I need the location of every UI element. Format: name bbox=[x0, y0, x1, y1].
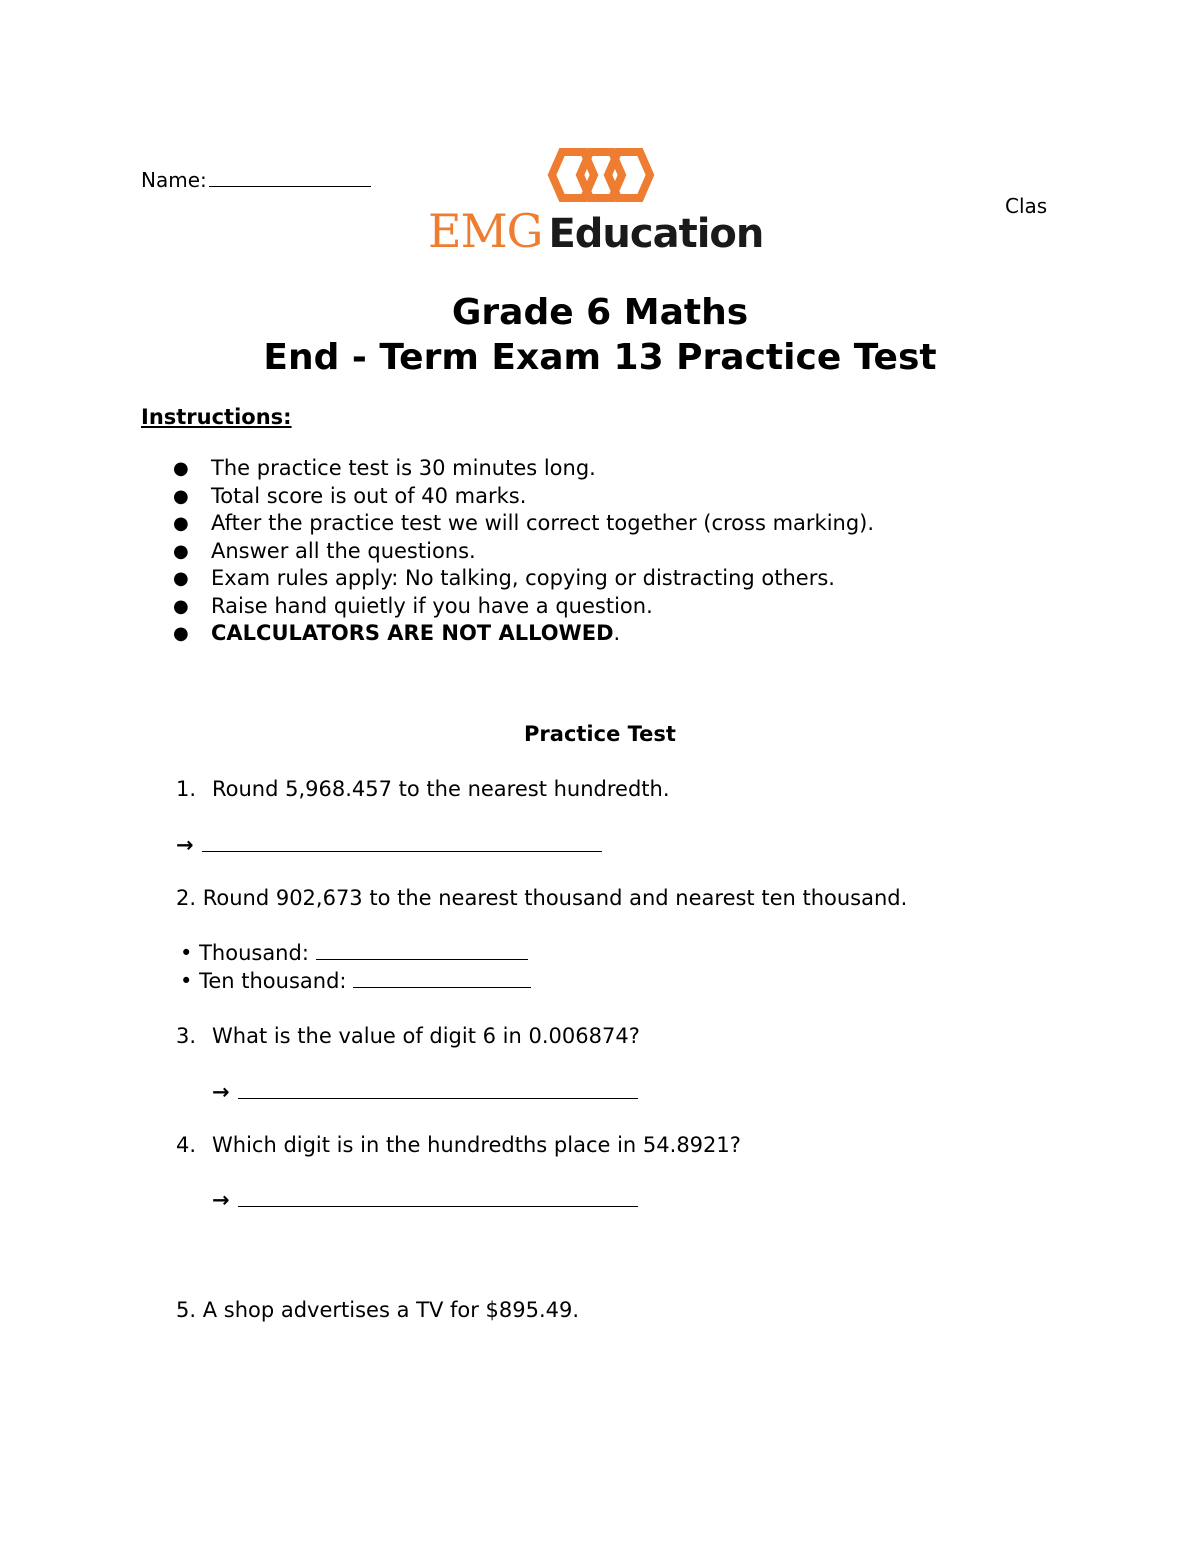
page-title: Grade 6 Maths bbox=[451, 292, 749, 333]
calculators-warning: CALCULATORS ARE NOT ALLOWED bbox=[211, 621, 614, 645]
arrow-right-icon: → bbox=[176, 833, 194, 857]
emg-education-logo bbox=[428, 204, 764, 258]
answer-1-blank-line[interactable] bbox=[202, 833, 602, 852]
bullet-icon: ● bbox=[173, 458, 189, 479]
name-label: Name: bbox=[141, 168, 207, 192]
answer-3[interactable] bbox=[212, 1080, 638, 1104]
question-2: 2. Round 902,673 to the nearest thousand and nearest ten thousand. bbox=[176, 886, 908, 910]
answer-2-ten-thousand[interactable]: • Ten thousand: bbox=[180, 969, 531, 993]
answer-2-ten-thousand-blank-line[interactable] bbox=[353, 969, 531, 988]
logo-brand-text: EMG bbox=[428, 204, 543, 258]
answer-2-thousand-blank-line[interactable] bbox=[316, 941, 528, 960]
bullet-icon: ● bbox=[173, 623, 189, 644]
bullet-icon: ● bbox=[173, 540, 189, 562]
bullet-icon: • bbox=[180, 941, 193, 965]
practice-test-heading: Practice Test bbox=[524, 722, 676, 746]
arrow-right-icon: → bbox=[212, 1188, 230, 1212]
answer-3-blank-line[interactable] bbox=[238, 1080, 638, 1099]
question-3: 3. What is the value of digit 6 in 0.006874? bbox=[176, 1024, 640, 1048]
answer-4[interactable] bbox=[212, 1188, 638, 1212]
bullet-icon: ● bbox=[173, 485, 189, 507]
page-subtitle: End - Term Exam 13 Practice Test bbox=[263, 337, 937, 378]
name-blank-line[interactable] bbox=[209, 168, 371, 187]
bullet-icon: ● bbox=[173, 595, 189, 617]
answer-2-thousand[interactable]: • Thousand: bbox=[180, 941, 528, 965]
bullet-icon: ● bbox=[173, 513, 189, 534]
class-label: Clas bbox=[1005, 194, 1048, 218]
instructions-heading: Instructions: bbox=[141, 405, 292, 429]
question-5: 5. A shop advertises a TV for $895.49. bbox=[176, 1298, 580, 1322]
name-field[interactable] bbox=[141, 168, 371, 192]
arrow-right-icon: → bbox=[212, 1080, 230, 1104]
answer-1[interactable] bbox=[176, 833, 602, 857]
logo-brand-suffix: Education bbox=[548, 211, 764, 257]
bullet-icon: • bbox=[180, 969, 193, 993]
interlocking-chain-icon bbox=[540, 146, 662, 204]
question-4: 4. Which digit is in the hundredths place in 54.8921? bbox=[176, 1133, 741, 1157]
answer-4-blank-line[interactable] bbox=[238, 1188, 638, 1207]
bullet-icon: ● bbox=[173, 568, 189, 589]
question-1: 1. Round 5,968.457 to the nearest hundredth. bbox=[176, 777, 670, 801]
